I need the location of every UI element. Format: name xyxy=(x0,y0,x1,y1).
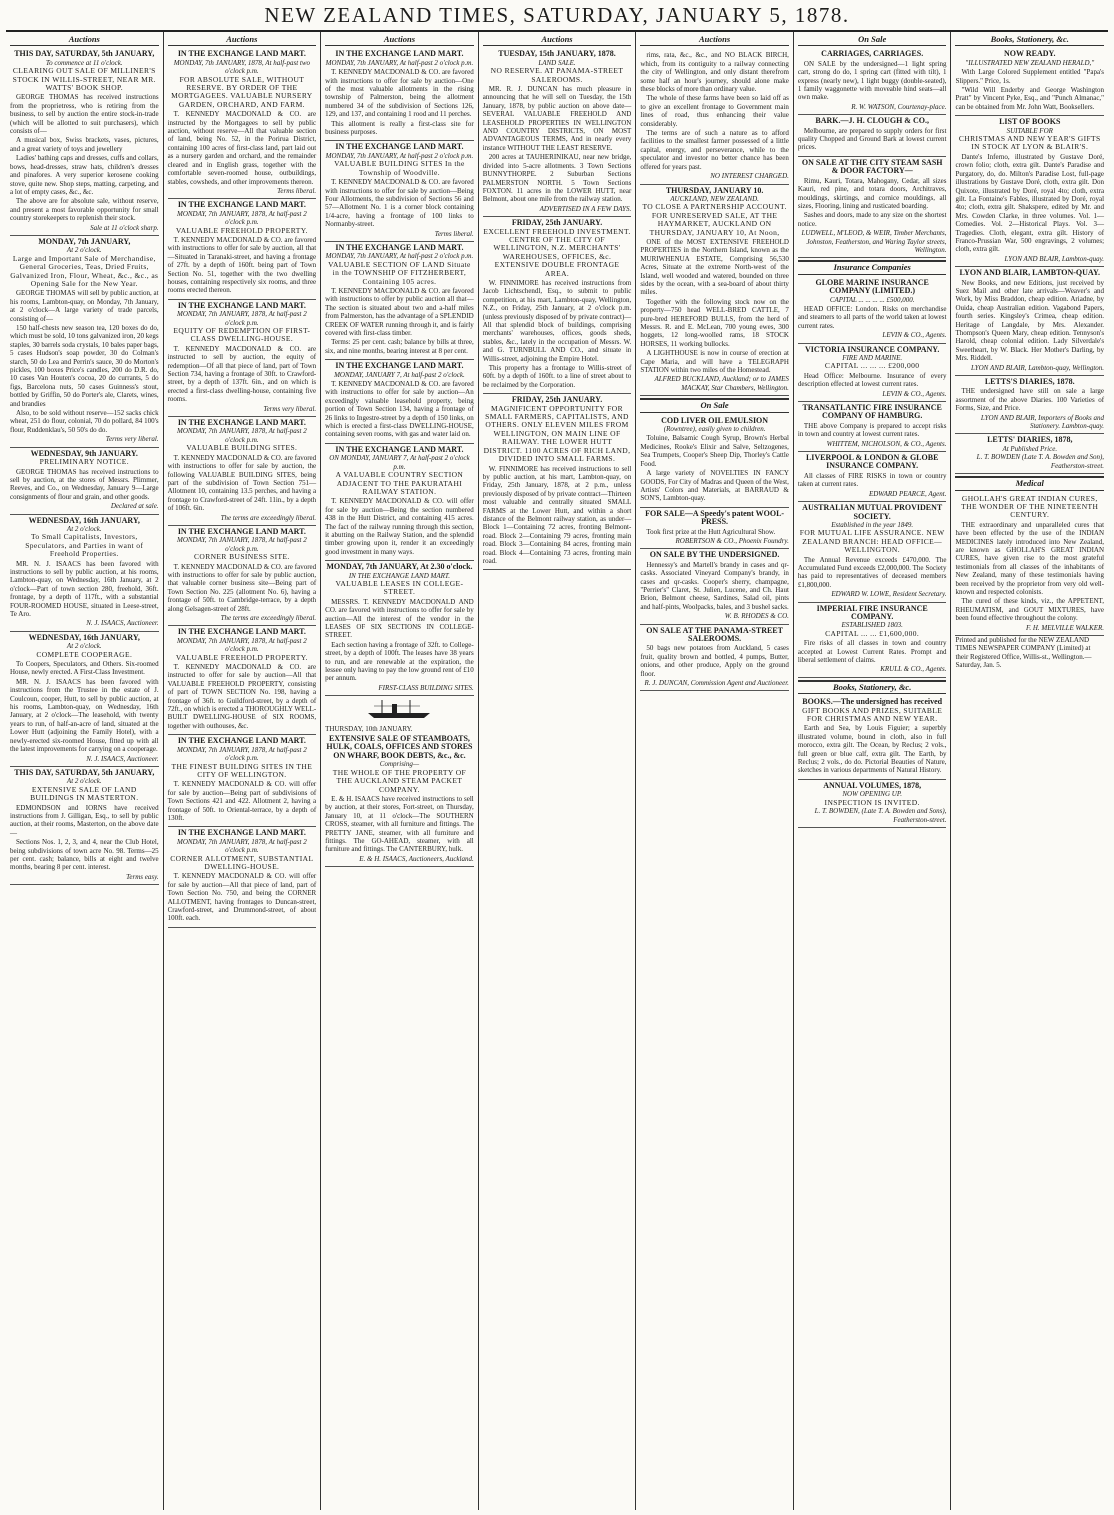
ad-heading: VICTORIA INSURANCE COMPANY. xyxy=(805,344,940,354)
ad-paragraph: GEORGE THOMAS has received instructions from the proprietress, who is retiring from the business, to sell by auction the entire stock-in-trade (which will be allotted to suit purchasers), which consists of— xyxy=(10,93,159,136)
advertisement xyxy=(798,402,947,452)
column-1 xyxy=(6,32,164,1510)
ad-signature: Terms very liberal. xyxy=(263,404,317,413)
ad-title: Large and Important Sale of Merchandise, General Groceries, Teas, Dried Fruits, Galvanized Iron, Flour, Wheat, &c., &c., as Opening Sale for the New Year. xyxy=(10,253,159,288)
ad-heading: NOW READY. xyxy=(1003,49,1056,59)
ad-signature: Sale at 11 o'clock sharp. xyxy=(90,223,159,232)
column-4 xyxy=(479,32,637,1510)
ad-paragraph: T. KENNEDY MACDONALD & CO. are instructed to sell by auction, the equity of redemption—Of all that piece of land, part of Town Section 734, having a frontage of 30ft. to Crawford-street, by a depth of 137ft. 6in., and on which is erected a first-class dwelling-house, containing five rooms. xyxy=(167,344,317,404)
ad-title: EQUITY OF REDEMPTION OF FIRST-CLASS DWELLING-HOUSE. xyxy=(173,326,311,344)
ad-paragraph: A musical box, Swiss brackets, vases, pictures, and a great variety of toys and jewellery xyxy=(10,136,159,153)
ad-heading: EXTENSIVE SALE OF STEAMBOATS, HULK, COALS, OFFICES AND STORES ON WHARF, BOOK DEBTS, &c., &c. xyxy=(326,734,473,760)
ad-signature: ALFRED BUCKLAND, Auckland; or to JAMES MACKAY, Star Chambers, Wellington. xyxy=(654,375,789,392)
ad-signature: FIRST-CLASS BUILDING SITES. xyxy=(378,683,474,692)
ad-signature: LYON AND BLAIR, Lambton-quay. xyxy=(1004,254,1105,263)
ad-subheading: MONDAY, 7th JANUARY, 1878, At half-past 2 o'clock p.m. xyxy=(177,427,307,444)
advertisement xyxy=(798,48,947,115)
advertisement xyxy=(168,735,317,827)
ad-paragraph: Took first prize at the Hutt Agricultural Show. xyxy=(646,527,776,536)
ad-subheading: Comprising— xyxy=(379,760,420,769)
ad-heading: FRIDAY, 25th JANUARY. xyxy=(511,218,603,228)
advertisement xyxy=(168,417,317,526)
ad-title: VALUABLE SECTION OF LAND Situate in the TOWNSHIP OF FITZHERBERT, Containing 105 acres. xyxy=(328,259,471,286)
advertisement xyxy=(10,448,159,515)
ad-title: NO RESERVE. AT PANAMA-STREET SALEROOMS. xyxy=(490,66,624,84)
ad-subheading: NOW OPENING UP. xyxy=(842,790,902,799)
ad-paragraph: Earth and Sea, by Louis Figuier; a superbly illustrated volume, bound in cloth, also in full morocco, extra gilt. The Ocean, by Reclus; 2 vols., full green or blue calf, extra gilt. The Earth, by Reclus; 2 vols., do do. Pictorial Beauties of Nature, sketches in various departments of Natural History. xyxy=(797,724,947,775)
ad-paragraph: "Wild Will Enderby and George Washington Pratt" by Vincent Pyke, Esq., and "Punch Almanac," can be obtained from Mr. John Watt, Booksellers. xyxy=(955,86,1105,111)
ad-title: FOR MUTUAL LIFE ASSURANCE. NEW ZEALAND BRANCH: HEAD OFFICE—WELLINGTON. xyxy=(799,528,945,555)
ad-subheading: LAND SALE. xyxy=(538,58,576,67)
ad-title: INSPECTION IS INVITED. xyxy=(824,797,920,807)
ad-heading: IN THE EXCHANGE LAND MART. xyxy=(335,49,464,59)
advertisement xyxy=(325,48,474,141)
column-heading: Auctions xyxy=(10,34,159,46)
ad-subheading: ON MONDAY, JANUARY 7, At half-past 2 o'clock p.m. xyxy=(329,454,470,471)
ad-signature: L. T. BOWDEN (Late T. A. Bowden and Son), Featherston-street. xyxy=(976,453,1105,470)
ad-subheading: MONDAY, 7th JANUARY, At half-past 2 o'clock p.m. xyxy=(325,151,474,160)
ad-paragraph: T. KENNEDY MACDONALD & CO. are favored with instructions to offer for sale by auction, all that—Situated in Taranaki-street, and having a frontage of 27ft. by a depth of 160ft. being part of Town Section No. 51, together with the two dwelling houses, containing respectively six rooms, and three rooms erected thereon. xyxy=(167,235,317,295)
ad-subheading: MONDAY, 7th JANUARY, 1878, At half-past 2 o'clock p.m. xyxy=(177,636,307,654)
ad-heading: IN THE EXCHANGE LAND MART. xyxy=(335,242,464,252)
advertisement xyxy=(168,300,317,417)
advertisement xyxy=(483,217,632,394)
column-7 xyxy=(951,32,1108,1510)
ad-paragraph: T. KENNEDY MACDONALD & CO. are favored with instructions to offer for sale by auction—Being Four Allotments, the subdivision of Sections 56 and 57—Allotment No. 1 is a corner block containing 1/4-acre, having a frontage of 100 links to Normanby-street. xyxy=(325,178,474,229)
advertisement xyxy=(325,561,474,696)
ad-heading: THURSDAY, JANUARY 10. xyxy=(665,185,764,195)
ad-title: CAPITAL ... ... £1,600,000. xyxy=(825,628,920,638)
masthead: NEW ZEALAND TIMES, SATURDAY, JANUARY 5, 1878. xyxy=(6,0,1108,32)
advertisement xyxy=(955,267,1104,376)
ad-paragraph: This property has a frontage to Willis-street of 60ft. by a depth of 160ft. to a line of street about to be reclaimed by the Corporation. xyxy=(482,364,632,389)
advertisement xyxy=(168,199,317,299)
ad-paragraph: EDMONDSON and IORNS have received instructions from J. Gilligan, Esq., to sell by public auction, at their rooms, Masterton, on the above date— xyxy=(10,803,159,837)
advertisement xyxy=(798,157,947,258)
ad-signature: Terms liberal. xyxy=(434,229,474,238)
ad-heading: IN THE EXCHANGE LAND MART. xyxy=(335,361,464,371)
ad-subheading: At 2 o'clock. xyxy=(66,524,102,533)
advertisement xyxy=(955,48,1104,116)
ad-paragraph: The above are for absolute sale, without reserve, and present a most favorable opportunity for small country storekeepers to replenish their stock. xyxy=(10,197,159,223)
ad-heading: LIVERPOOL & LONDON & GLOBE INSURANCE COMPANY. xyxy=(805,453,939,471)
ad-heading: IN THE EXCHANGE LAND MART. xyxy=(177,526,306,536)
advertisement xyxy=(325,141,474,241)
ad-heading: LETTS'S DIARIES, 1878. xyxy=(984,377,1075,387)
ad-subheading: "ILLUSTRATED NEW ZEALAND HERALD," xyxy=(965,58,1095,67)
ad-paragraph: MR. N. J. ISAACS has been favored with instructions to sell by public auction, at his rooms, Lambton-quay, on Wednesday, 16th January, at 2 o'clock—Part of town section 280, freehold, 36ft. frontage, by a depth of 117ft., with a substantial FOUR-ROOMED HOUSE, situated in Leese-street, Te Aro. xyxy=(10,559,159,618)
ad-signature: EDWARD PEARCE, Agent. xyxy=(868,489,947,498)
ad-heading: IN THE EXCHANGE LAND MART. xyxy=(335,444,464,454)
ad-paragraph: Melbourne, are prepared to supply orders for first quality Chopped and Ground Bark at lowest current prices. xyxy=(797,126,947,152)
ad-heading: ON SALE BY THE UNDERSIGNED. xyxy=(649,550,780,560)
ad-subheading: AUCKLAND, NEW ZEALAND. xyxy=(670,194,759,203)
ad-subheading: MONDAY, JANUARY 7, At half-past 2 o'clock. xyxy=(334,370,465,379)
column-heading: Auctions xyxy=(168,34,317,46)
ad-paragraph: Together with the following stock now on the property—750 head WELL-BRED CATTLE, 7 pure-bred HEREFORD BULLS, from the herd of Messrs. R. and E. McLean, 700 young ewes, 300 hoggets, 12 long-woolled rams, 18 STOCK HORSES, 11 working bullocks. xyxy=(640,297,789,348)
ad-title: FOR ABSOLUTE SALE, WITHOUT RESERVE. BY ORDER OF THE MORTGAGEES. VALUABLE NURSERY GARDEN, ORCHARD, AND FARM. xyxy=(171,74,313,109)
advertisement xyxy=(640,415,789,508)
column-heading: Auctions xyxy=(640,34,789,46)
advertisement xyxy=(798,344,947,402)
ad-title: CAPITAL ... ... ... £200,000 xyxy=(824,361,920,371)
ad-signature: The terms are exceedingly liberal. xyxy=(220,614,317,622)
ad-heading: IN THE EXCHANGE LAND MART. xyxy=(177,49,306,59)
ad-paragraph: T. KENNEDY MACDONALD & CO. will offer for sale by auction—All that piece of land, part of Town Section No. 750, and being the CORNER ALLOTMENT, having frontages to Duncan-street, Crawford-street, and Drummond-street, of about 100ft. each. xyxy=(167,872,317,923)
ad-subheading: MONDAY, 7th JANUARY, 1878, At half-past 2 o'clock p.m. xyxy=(177,745,307,763)
ad-subheading: MONDAY, 7th JANUARY, At half-past 2 o'clock p.m. xyxy=(325,58,474,67)
ad-signature: F. H. MELVILLE WALKER. xyxy=(1025,623,1105,632)
ad-signature: WHITTEM, NICHOLSON, & CO., Agents. xyxy=(826,439,947,448)
books-section-heading: Books, Stationery, &c. xyxy=(798,680,947,694)
ad-heading: LIST OF BOOKS xyxy=(999,117,1061,127)
onsale-section-heading: On Sale xyxy=(640,398,789,412)
ad-signature: KRULL & CO., Agents. xyxy=(880,665,947,674)
ad-title: VALUABLE FREEHOLD PROPERTY. xyxy=(175,225,308,235)
advertisement xyxy=(483,394,632,570)
ad-subheading: MONDAY, 7th JANUARY, 1878, At half-past 2 o'clock p.m. xyxy=(177,310,307,327)
ad-heading: MONDAY, 7th JANUARY, xyxy=(38,236,131,246)
ad-paragraph: 150 half-chests new season tea, 120 boxes do do, which must be sold, 10 tons galvanized iron, 20 kegs staples, 30 barrels soda crystals, 10 bales paper bags, 5 cases Hudson's soap powder, 30 do Colman's starch, 50 do Lea and Perrin's sauce, 30 do Morton's pickles, 100 boxes Price's candles, 200 do D.R. do, 10 cases Van Houten's cocoa, 20 do currants, 5 do figs, Barcelona nuts, 50 cases Guinness's stout, bottled by Griffin, 50 do Porter's ale, Clarets, wines, and brandies xyxy=(10,324,159,408)
ad-paragraph: Hennessy's and Martell's brandy in cases and qr-casks. Associated Vineyard Company's brandy, in cases and qr-casks. Cooper's sherry, champagne, "Perrier's" Claret, St. Julien, Lucene, and Ch. Haut Brion, Belmont cheese, Sardines, Salad oil, pints and half-pints, Woolpacks, bales, and 3 bushel sacks. xyxy=(640,560,789,611)
advertisement xyxy=(168,626,317,735)
column-2 xyxy=(164,32,322,1510)
ad-paragraph: ONE of the MOST EXTENSIVE FREEHOLD PROPERTIES in the Northern Island, known as the MURIWHENUA ESTATE, Comprising 56,530 Acres, Situate at the extreme North-west of the Island, well wooded and watered, bounded on three sides by the ocean, with a sea-board of about thirty miles. xyxy=(640,237,789,297)
ad-signature: R. J. DUNCAN, Commission Agent and Auctioneer. xyxy=(644,679,789,688)
ad-paragraph: MR. N. J. ISAACS has been favored with instructions from the Trustee in the estate of J. Coulcoun, cooper, Hutt, to sell by public auction, at his rooms, Lambton-quay, on Wednesday, 16th January, at 2 o'clock—The leasehold, with twenty years to run, of half-an-acre of land, situated at the Lower Hutt (adjoining the Family Hotel), with a newly-erected six-roomed House, fitted up with all the latest improvements for carrying on a cooperage. xyxy=(10,677,159,754)
ad-title: VALUABLE FREEHOLD PROPERTY. xyxy=(175,652,308,662)
ad-heading: IN THE EXCHANGE LAND MART. xyxy=(177,736,306,746)
ad-heading: WEDNESDAY, 9th JANUARY. xyxy=(30,448,138,458)
ad-heading: FOR SALE—A Speedy's patent WOOL-PRESS. xyxy=(645,508,785,527)
ad-title: PRELIMINARY NOTICE. xyxy=(39,457,129,467)
ad-paragraph: T. KENNEDY MACDONALD & CO. are favored with instructions to offer for sale by auction—An exceedingly valuable leasehold property, being portion of Town Section 134, having a frontage of 26 links to Ingestre-street by a depth of 150 links, on which is erected a first-class DWELLING-HOUSE, containing seven rooms, with gas and water laid on. xyxy=(325,380,474,439)
ad-paragraph: The Annual Revenue exceeds £470,000. The Accumulated Fund exceeds £2,000,000. The Society has paid to representatives of deceased members £1,800,000. xyxy=(797,555,947,589)
ad-title: THE FINEST BUILDING SITES IN THE CITY OF WELLINGTON. xyxy=(171,761,313,779)
ad-subheading: To commence at 11 o'clock. xyxy=(45,58,123,67)
advertisement xyxy=(168,827,317,927)
column-5 xyxy=(636,32,794,1510)
ad-paragraph: Sashes and doors, made to any size on the shortest notice. xyxy=(797,211,947,228)
ad-paragraph: THE extraordinary and unparalleled cures that have been effected by the use of the INDIAN MEDICINES lately introduced into New Zealand, are known as GHOLLAH'S GREAT INDIAN CURES, have given rise to the most grateful testimonials from all classes of the inhabitants of New Zealand, many of these testimonials having been received by the proprietor from very old well-known and respected colonists. xyxy=(955,520,1105,596)
ad-heading: IMPERIAL FIRE INSURANCE COMPANY. xyxy=(816,603,928,621)
ad-signature: The terms are exceedingly liberal. xyxy=(220,513,317,522)
ad-paragraph: Sections Nos. 1, 2, 3, and 4, near the Club Hotel, being subdivisions of town acre No. 98. Terms—25 per cent. cash; balance, bills at eight and twelve months, bearing 8 per cent. interest. xyxy=(10,838,159,872)
ad-paragraph: T. KENNEDY MACDONALD & CO. will offer for sale by auction—Being the section numbered 438 in the Hutt District, and containing 415 acres. The fact of the railway running through this section, it abutting on the Railway Station, and the splendid timber growing upon it, render it an exceedingly good investment in many ways. xyxy=(325,497,474,556)
ad-title: CORNER ALLOTMENT, SUBSTANTIAL DWELLING-HOUSE. xyxy=(170,853,314,871)
ad-paragraph: Fire risks of all classes in town and country accepted at Lowest Current Rates. Prompt and liberal settlement of claims. xyxy=(797,639,947,664)
ad-subheading: MONDAY, 7th JANUARY, 1878, At half-past two o'clock p.m. xyxy=(173,58,311,76)
ad-heading: WEDNESDAY, 16th JANUARY, xyxy=(28,515,140,525)
advertisement xyxy=(798,780,947,828)
advertisement xyxy=(640,185,789,397)
ad-title: VALUABLE LEASES IN COLLEGE-STREET. xyxy=(335,578,464,597)
ad-subheading: MONDAY, 7th JANUARY, 1878, At half-past 2 o'clock p.m. xyxy=(177,536,307,553)
advertisement xyxy=(325,444,474,561)
ad-paragraph: GEORGE THOMAS has received instructions to sell by auction, at the stores of Messrs. Plimmer, Reeves, and Co., on Wednesday, January 9—Large consignments of flour and grain, and other goods. xyxy=(10,467,159,501)
advertisement xyxy=(798,603,947,678)
ad-paragraph: T. KENNEDY MACDONALD & CO. are favored with instructions to offer for sale by auction, the following VALUABLE BUILDING SITES, being part of the subdivision of Town Section 751—Allotment 10, containing 13.5 perches, and having a frontage to Crawford-street of 24ft. 11in., by a depth of 106ft. 6in. xyxy=(167,453,317,513)
ad-paragraph: E. & H. ISAACS have received instructions to sell by auction, at their stores, Fort-street, on Thursday, January 10, at 11 o'clock—The SOUTHERN CROSS, steamer, with all furniture and fittings. The PRETTY JANE, steamer, with all furniture and fittings. The GO-AHEAD, steamer, with all furniture and fittings. The CANTERBURY, hulk. xyxy=(325,794,474,854)
advertisement xyxy=(640,549,789,624)
ad-signature: N. J. ISAACS, Auctioneer. xyxy=(86,619,159,628)
ad-heading: FRIDAY, 25th JANUARY. xyxy=(511,395,603,405)
ad-signature: Terms easy. xyxy=(126,872,159,881)
ad-heading: IN THE EXCHANGE LAND MART. xyxy=(177,200,306,210)
imprint: Printed and published for the NEW ZEALAND TIMES NEWSPAPER COMPANY (Limited) at their Registered Office, Willis-st., Wellington.—Saturday, Jan. 5. xyxy=(955,636,1092,670)
ad-heading: THIS DAY, SATURDAY, 5th JANUARY, xyxy=(14,767,155,777)
advertisement xyxy=(955,434,1104,474)
ad-paragraph: T. KENNEDY MACDONALD & CO. are favored with instructions to offer by public auction all that—The section is situated about two and a-half miles from Palmerston, has the advantage of a SPLENDID CREEK OF WATER running through it, and is fairly covered with first-class timber. xyxy=(325,286,474,337)
ad-signature: R. W. WATSON, Courtenay-place. xyxy=(851,102,947,111)
ad-heading: IN THE EXCHANGE LAND MART. xyxy=(335,142,464,152)
ad-paragraph: A LIGHTHOUSE is now in course of erection at Cape Maria, and will have a TELEGRAPH STATION within two miles of the Homestead. xyxy=(640,349,789,375)
ad-paragraph: T. KENNEDY MACDONALD & CO. are favored with instructions to offer for sale by public auction, that valuable corner business site—Being part of Town Section No. 225 (allotment No. 6), having a frontage of 50ft. to Cambridge-terrace, by a depth along Gelsagen-street of 28ft. xyxy=(167,562,317,613)
ad-paragraph: MESSRS. T. KENNEDY MACDONALD AND CO. are favored with instructions to offer for sale by auction—All the interest of the vendor in the LEASES OF SIX SECTIONS IN COLLEGE-STREET. xyxy=(325,597,474,640)
ad-paragraph: New Books, and new Editions, just received by Suez Mail and other late arrivals—Weaver's and Work, by Miss Braddon, cheap edition. Ariadne, by Ouida, cheap Australian edition. Vagabond Papers, fourth series. Kingsley's Crimea, cheap edition. Heritage of Langdale, by Mrs. Alexander. Thompson's Queen Mary, cheap edition. Tennyson's Harold, cheap colonial edition. Lady Silverdale's Sweetheart, by W. Black. Her Mother's Darling, by Mrs. Riddell. xyxy=(955,278,1105,363)
ad-paragraph: Rimu, Kauri, Totara, Mahogany, Cedar, all sizes Kauri, red pine, and totara doors, Architraves, mouldings, skirtings, and cornice mouldings, all sizes, Flooring, lining and rusticated boarding. xyxy=(797,176,947,210)
ad-heading: ON SALE AT THE CITY STEAM SASH & DOOR FACTORY— xyxy=(801,157,943,176)
column-heading: Auctions xyxy=(483,34,632,46)
ad-paragraph: Each section having a frontage of 32ft. to College-street, by a depth of 100ft. The leases have 38 years to run, and are renewable at the expiration, the lessee only having to pay the low ground rent of £10 per annum. xyxy=(325,640,474,683)
ad-title: VALUABLE BUILDING SITES. xyxy=(186,443,298,453)
advertisement xyxy=(798,696,947,780)
ad-heading: THIS DAY, SATURDAY, 5th JANUARY, xyxy=(14,49,155,59)
ad-title: THE WHOLE OF THE PROPERTY OF THE AUCKLAND STEAM PACKET COMPANY. xyxy=(332,767,467,794)
ad-subheading: MONDAY, 7th JANUARY, At half-past 2 o'clock p.m. xyxy=(325,252,474,261)
ad-title: TO CLOSE A PARTNERSHIP ACCOUNT. FOR UNRESERVED SALE, AT THE HAYMARKET, AUCKLAND ON THURSDAY, JANUARY 10, At Noon, xyxy=(642,202,787,237)
ad-paragraph: T. KENNEDY MACDONALD & CO. are instructed to offer for sale by auction—All that VALUABLE FREEHOLD PROPERTY, consisting of part of TOWN SECTION No. 198, having a frontage of 36ft. to Guildford-street, by a depth of 72ft., on which is erected a THOROUGHLY WELL-BUILT DWELLING-HOUSE of SIX ROOMS, together with outhouses, &c. xyxy=(167,663,317,730)
ad-subheading: At Published Price. xyxy=(1002,444,1058,453)
ad-paragraph: 50 bags new potatoes from Auckland, 5 cases fruit, quality brown and bottled, 4 pumps, Butter, onions, and other produce, Apply on the ground floor. xyxy=(640,644,789,678)
advertisement xyxy=(10,236,159,448)
ad-signature: LEVIN & CO., Agents. xyxy=(882,331,947,340)
ad-paragraph: With Large Colored Supplement entitled "Papa's Slippers." Price, 1s. xyxy=(955,68,1105,85)
ad-heading: IN THE EXCHANGE LAND MART. xyxy=(177,828,306,838)
ad-paragraph: This allotment is really a first-class site for business purposes. xyxy=(325,119,474,137)
ad-heading: WEDNESDAY, 16th JANUARY, xyxy=(28,632,140,642)
ad-paragraph: The whole of these farms have been so laid off as to give an excellent frontage to Government main lines of road, thus enhancing their value considerably. xyxy=(640,94,789,128)
ad-heading: ANNUAL VOLUMES, 1878, xyxy=(823,780,922,790)
ad-signature: LYON AND BLAIR, Importers of Books and Stationery. Lambton-quay. xyxy=(980,413,1105,431)
advertisement xyxy=(955,376,1104,434)
ad-signature: EDWARD W. LOWE, Resident Secretary. xyxy=(831,590,947,599)
ad-signature: ADVERTISED IN A FEW DAYS. xyxy=(539,204,632,213)
ad-heading: COD LIVER OIL EMULSION xyxy=(661,415,769,425)
ad-heading: TRANSATLANTIC FIRE INSURANCE COMPANY OF HAMBURG. xyxy=(802,403,942,421)
column-heading: On Sale xyxy=(798,34,947,46)
insurance-section-heading: Insurance Companies xyxy=(798,260,947,274)
ad-subheading: Established in the year 1849. xyxy=(831,520,914,529)
ad-subheading: IN THE EXCHANGE LAND MART. xyxy=(348,571,451,580)
ad-subheading: MONDAY, 7th JANUARY, 1878, At half-past 2 o'clock p.m. xyxy=(177,837,307,855)
advertisement xyxy=(640,625,789,692)
ad-subheading: At 2 o'clock. xyxy=(66,642,102,651)
ad-paragraph: Also, to be sold without reserve—152 sacks chick wheat, 251 do flour, colonial, 70 do pollard, 84 100's flour, Ruddenklau's, 50 50's do do. xyxy=(10,409,159,434)
ad-heading: MONDAY, 7th JANUARY, At 2.30 o'clock. xyxy=(326,562,473,572)
advertisement xyxy=(10,632,159,767)
ad-title: CHRISTMAS AND NEW YEAR'S GIFTS IN STOCK AT LYON & BLAIR'S. xyxy=(958,134,1101,152)
ad-signature: LUDWELL, M'LEOD, & WEIR, Timber Merchants, Johnston, Featherston, and Waring Taylor streets, Wellington. xyxy=(801,229,947,254)
advertisement xyxy=(325,360,474,444)
ad-title: CLEARING OUT SALE OF MILLINER'S STOCK IN WILLIS-STREET, NEAR MR. WATTS' BOOK SHOP. xyxy=(12,66,156,93)
ad-paragraph: W. FINNIMORE has received instructions from Jacob Lichtschendl, Esq., to submit to public competition, at his mart, Lambton-quay, Wellington, N.Z., on Friday, 25th January, at 2 o'clock p.m. (unless previously disposed of by private contract)—All that splendid block of buildings, comprising merchants' warehouses, offices, goods sheds, stables, &c., lately in the occupation of Messrs. W. and G. TURNBULL AND CO., and situate in Willis-street, adjoining the Empire Hotel. xyxy=(482,278,632,363)
advertisement xyxy=(325,733,474,867)
advertisement xyxy=(798,452,947,502)
advertisement xyxy=(483,48,632,217)
ad-paragraph: MR. R. J. DUNCAN has much pleasure in announcing that he will sell on Tuesday, the 15th January, 1878, by public auction on above date—SEVERAL VALUABLE FREEHOLD AND LEASEHOLD PROPERTIES IN WELLINGTON AND COUNTRY DISTRICTS, ON MOST ADVANTAGEOUS TERMS, And in nearly every instance WITHOUT THE LEAST RESERVE. xyxy=(482,85,632,152)
ad-paragraph: W. FINNIMORE has received instructions to sell by public auction, at his mart, Lambton-quay, on Friday, 25th January, 1878, at 2 p.m., unless previously disposed of by private contract—Thirteen most valuable and centrally situated SMALL FARMS at the Lower Hutt, and within a short distance of the Belmont railway station, as under—Block 1—Containing 72 acres, fronting Belmont-road. Block 2—Containing 79 acres, fronting main road. Block 3—Containing 84 acres, fronting main road. Block 4—Containing 73 acres, fronting main road. xyxy=(482,464,632,565)
ad-subheading: At 2 o'clock. xyxy=(66,246,102,255)
ad-heading: BARK.—J. H. CLOUGH & CO., xyxy=(815,116,929,126)
ad-signature: Terms liberal. xyxy=(277,186,317,195)
ad-heading: GLOBE MARINE INSURANCE COMPANY (LIMITED.) xyxy=(815,277,929,296)
advertisement xyxy=(168,526,317,626)
ad-paragraph: HEAD OFFICE: London. Risks on merchandise and steamers to all parts of the world taken at lowest current rates. xyxy=(797,304,947,330)
ad-paragraph: Terms: 25 per cent. cash; balance by bills at three, six, and nine months, bearing interest at 8 per cent. xyxy=(325,338,474,355)
advertisement xyxy=(640,48,789,184)
ad-heading: BOOKS.—The undersigned has received xyxy=(802,697,943,707)
ad-paragraph: 200 acres at TAUHERINIKAU, near new bridge, divided into 5-acre allotments. 3 Town Sections BUNNYTHORPE. 2 Suburban Sections PALMERSTON NORTH. 5 Town Sections FOXTON. 11 acres in the LOWER HUTT, near Belmont, about one mile from the railway station. xyxy=(482,153,632,204)
ad-paragraph: T. KENNEDY MACDONALD & CO. will offer for sale by auction—Being part of subdivisions of Town Sections 421 and 422. Allotment 2, having a frontage of 50ft. to Oriental-terrace, by a depth of 130ft. xyxy=(167,780,317,822)
ad-subheading: (Rowntree), easily given to children. xyxy=(663,425,766,434)
ad-signature: LEVIN & CO., Agents. xyxy=(882,389,947,398)
ad-signature: LYON AND BLAIR, Lambton-quay, Wellington. xyxy=(970,363,1105,372)
ad-subheading: MONDAY, 7th JANUARY, 1878, At half-past 2 o'clock p.m. xyxy=(177,209,307,227)
ad-paragraph: THE undersigned have still on sale a large assortment of the above Diaries. 100 Varieties of Forms, Size, and Price. xyxy=(955,387,1105,413)
advertisement xyxy=(10,767,159,885)
ad-signature: E. & H. ISAACS, Auctioneers, Auckland. xyxy=(359,854,474,863)
advertisement xyxy=(955,493,1104,637)
ad-title: EXCELLENT FREEHOLD INVESTMENT. CENTRE OF THE CITY OF WELLINGTON, N.Z. MERCHANTS' WAREHOUSES, OFFICES, &c. EXTENSIVE DOUBLE FRONTAGE AREA. xyxy=(483,226,631,278)
ad-subheading: CAPITAL ... ... ... ... £500,000. xyxy=(829,295,915,304)
ad-paragraph: T. KENNEDY MACDONALD & CO. are favored with instructions to offer for sale by auction—One of the most valuable allotments in the rising township of Palmerston, being the allotment numbered 34 of the subdivision of Sections 126, 129, and 137, and containing 1 rood and 11 perches. xyxy=(325,68,474,119)
ad-title: CORNER BUSINESS SITE. xyxy=(194,552,290,562)
advertisement xyxy=(10,48,159,236)
ad-paragraph: GEORGE THOMAS will sell by public auction, at his rooms, Lambton-quay, on Monday, 7th January, at 2 o'clock—A large variety of trade parcels, consisting of— xyxy=(10,289,159,323)
column-heading: Auctions xyxy=(325,34,474,46)
ad-paragraph: To Coopers, Speculators, and Others. Six-roomed House, newly erected. A First-Class Investment. xyxy=(10,660,159,677)
ad-heading: TUESDAY, 15th JANUARY, 1878. xyxy=(498,49,616,59)
ad-paragraph: ON SALE by the undersigned—1 light spring cart, strong do do, 1 spring cart (fitted with tilt), 1 express (nearly new), 1 light buggy (double-seated), 1 family waggonette with moveable hind seats—all own make. xyxy=(797,59,947,102)
column-6 xyxy=(794,32,952,1510)
ad-subheading: At 2 o'clock. xyxy=(66,777,102,786)
ad-paragraph: A large variety of NOVELTIES IN FANCY GOODS, For City of Madras and Queen of the West, Artists' Colors and Materials, at BARRAUD & SON'S, Lambton-quay. xyxy=(640,469,789,503)
ad-paragraph: rims, rata, &c., &c., and NO BLACK BIRCH, which, from its contiguity to a railway connecting the city of Wellington, and only distant therefrom some half an hour's journey, should alone make these blocks of more than ordinary value. xyxy=(640,51,789,94)
advertisement xyxy=(168,48,317,199)
advertisement xyxy=(798,277,947,344)
ad-signature: N. J. ISAACS, Auctioneer. xyxy=(86,754,159,763)
column-heading: Books, Stationery, &c. xyxy=(955,34,1104,46)
ad-signature: NO INTEREST CHARGED. xyxy=(710,172,789,181)
ad-paragraph: THE above Company is prepared to accept risks in town and country at lowest current rates. xyxy=(797,421,947,439)
steamship-icon xyxy=(325,698,474,722)
advertisement xyxy=(10,515,159,632)
ad-subheading: FIRE AND MARINE. xyxy=(842,354,903,362)
ad-signature: ROBERTSON & CO., Phoenix Foundry. xyxy=(675,536,789,545)
ad-paragraph: Ladies' bathing caps and dresses, cuffs and collars, bows, head-dresses, straw hats, children's dresses and pinafores. A very superior kerosene cooking stove, quite new. Shop steps, matting, carpeting, and a lot of empty cases, &c., &c. xyxy=(10,154,159,196)
ad-paragraph: Head Office: Melbourne. Insurance of every description effected at lowest current rates. xyxy=(797,371,947,389)
ad-paragraph: T. KENNEDY MACDONALD & CO. are instructed by the Mortgagees to sell by public auction, without reserve—All that valuable section of land, being No. 52, in the Porirua District, containing 100 acres of first-class land, part laid out as a nursery garden and orchard, and the remainder cleared and in English grass, together with the comfortable seven-roomed house, outbuildings, stables, cowsheds, and other improvements thereon. xyxy=(167,110,317,186)
ad-paragraph: Toluine, Balsamic Cough Syrup, Brown's Herbal Medicines, Rooke's Elixir and Salve, Seltzogenes, Sea Trumpets, Cooper's Sheep Dip, Thorley's Cattle Food. xyxy=(640,434,789,468)
ad-heading: LETTS' DIARIES, 1878, xyxy=(987,435,1073,445)
advertisement xyxy=(955,116,1104,267)
ad-title: To Small Capitalists, Investors, Speculators, and Parties in want of Freehold Properties. xyxy=(25,532,144,559)
ad-heading: ON SALE AT THE PANAMA-STREET SALEROOMS. xyxy=(646,625,783,643)
ad-paragraph: The terms are of such a nature as to afford facilities to the smallest farmer possessed of a little capital, energy, and perseverance, while to the speculator and investor no better chance has been offered for years past. xyxy=(640,129,789,171)
ad-title: GIFT BOOKS AND PRIZES, SUITABLE FOR CHRISTMAS AND NEW YEAR. xyxy=(802,705,943,724)
ad-title: COMPLETE COOPERAGE. xyxy=(36,649,133,659)
ad-signature: L. T. BOWDEN, (Late T. A. Bowden and Sons), Featherston-street. xyxy=(814,807,947,824)
advertisement xyxy=(325,242,474,360)
advertisement xyxy=(640,508,789,550)
ship-sale-date: THURSDAY, 10th JANUARY. xyxy=(325,724,413,733)
ad-paragraph: All classes of FIRE RISKS in town or country taken at current rates. xyxy=(797,471,947,489)
ad-paragraph: The cured of these kinds, viz., the APPETENT, RHEUMATISM, and GOUT MIXTURES, have been found effective throughout the colony. xyxy=(955,597,1105,623)
ad-heading: LYON AND BLAIR, LAMBTON-QUAY. xyxy=(959,268,1101,278)
ad-paragraph: Dante's Inferno, illustrated by Gustave Doré, crown folio; cloth, extra gilt. Dante's Paradise and Purgatory, do, do. Milton's Paradise Lost, full-page illustrations by Gustave Doré, cloth, extra gilt. Don Quixote, illustrated by Doré, royal 4to; cloth, extra gilt. La Fontaine's Fables, illustrated by Doré, royal 4to; cloth, extra gilt. Shakspere, edited by Mr. and Mrs. Cowden Clarke, in three volumes. Vol. 1—Comedies. Vol. 2—Historical Plays. Vol. 3—Tragedies. Cloth, elegant, extra gilt. History of Franco-Prussian War, 500 engravings, 2 volumes; cloth, extra gilt. xyxy=(955,152,1105,254)
ad-heading: IN THE EXCHANGE LAND MART. xyxy=(177,300,306,310)
ad-title: GHOLLAH'S GREAT INDIAN CURES, THE WONDER OF THE NINETEENTH CENTURY. xyxy=(961,493,1099,520)
ad-heading: AUSTRALIAN MUTUAL PROVIDENT SOCIETY. xyxy=(802,503,943,521)
ad-heading: IN THE EXCHANGE LAND MART. xyxy=(177,418,306,428)
ad-title: A VALUABLE COUNTRY SECTION ADJACENT TO THE PAKURATAHI RAILWAY STATION. xyxy=(335,470,464,496)
ad-subheading: ESTABLISHED 1803. xyxy=(841,621,903,630)
ad-subheading: SUITABLE FOR xyxy=(1006,126,1053,135)
ad-signature: Terms very liberal. xyxy=(105,435,159,444)
ad-title: MAGNIFICENT OPPORTUNITY FOR SMALL FARMERS, CAPITALISTS, AND OTHERS. ONLY ELEVEN MILES FROM WELLINGTON, ON MAIN LINE OF RAILWAY. THE LOWER HUTT DISTRICT. 1100 ACRES OF RICH LAND, DIVIDED INTO SMALL FARMS. xyxy=(483,403,631,464)
advertisement xyxy=(798,502,947,602)
ad-title: VALUABLE BUILDING SITES In the Township of Woodville. xyxy=(334,159,465,177)
ad-signature: Declared at sale. xyxy=(110,502,159,511)
column-3 xyxy=(321,32,479,1510)
columns-container xyxy=(6,32,1108,1510)
medical-section-heading: Medical xyxy=(955,476,1104,490)
advertisement xyxy=(798,115,947,157)
ad-heading: IN THE EXCHANGE LAND MART. xyxy=(177,627,306,637)
ad-title: EXTENSIVE SALE OF LAND BUILDINGS IN MASTERTON. xyxy=(30,784,139,803)
ad-heading: CARRIAGES, CARRIAGES. xyxy=(821,49,924,59)
ad-signature: W. B. RHODES & CO. xyxy=(724,612,789,621)
